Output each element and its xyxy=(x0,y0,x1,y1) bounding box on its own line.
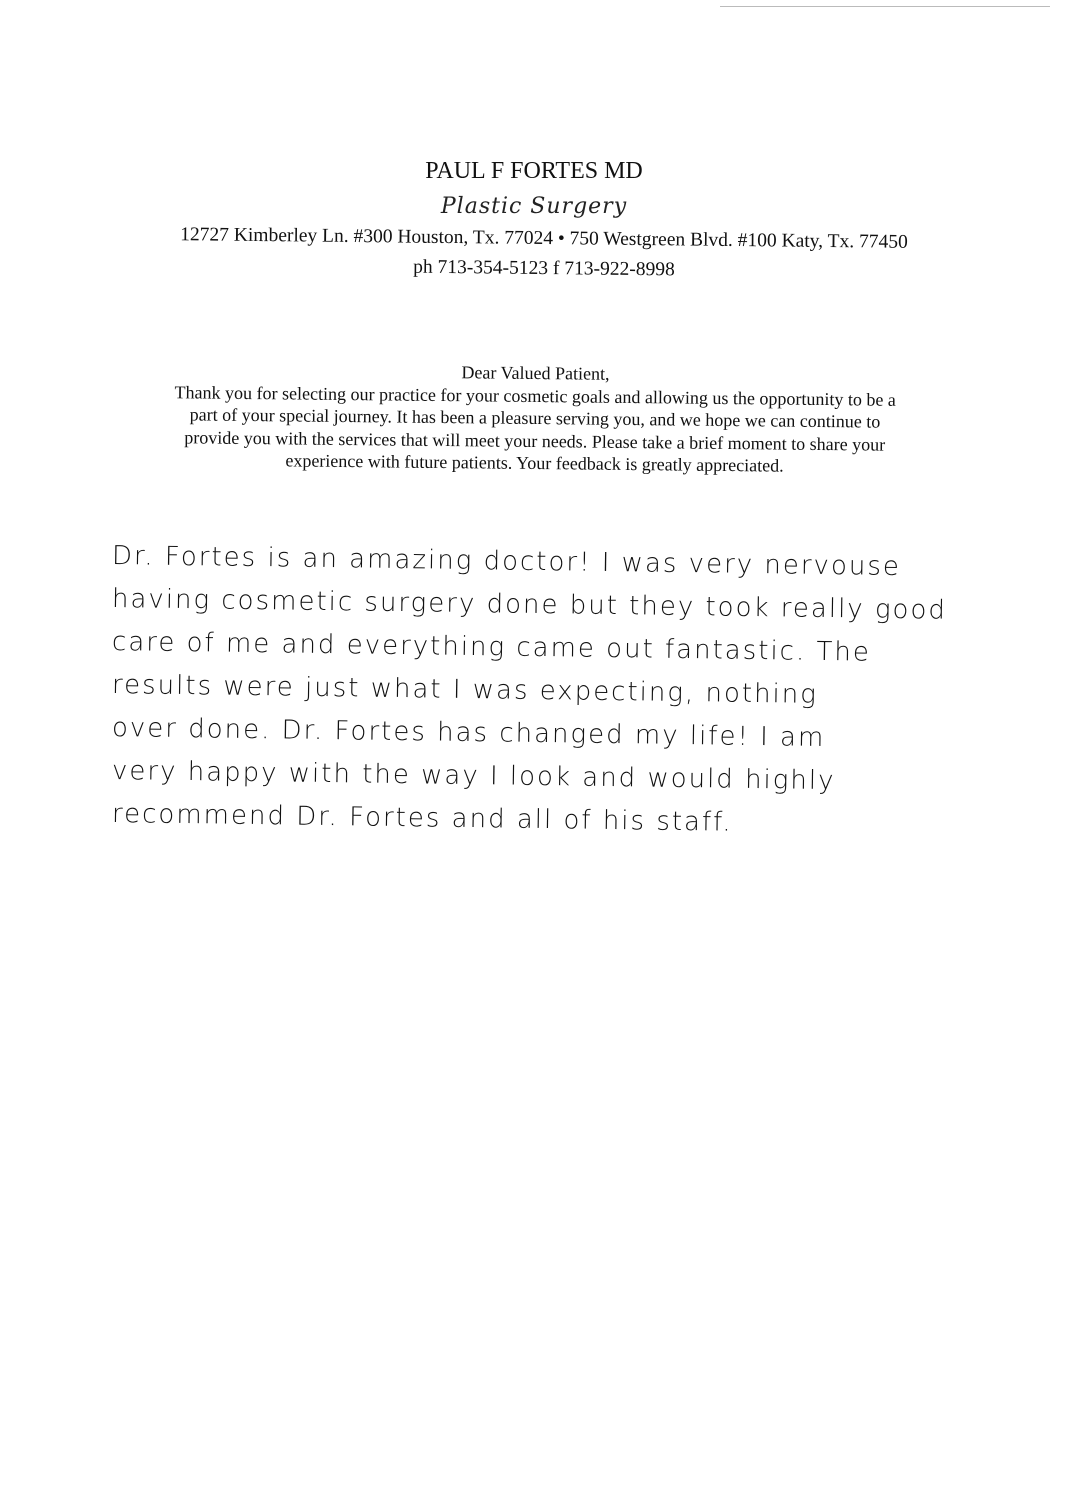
letterhead-address: 12727 Kimberley Ln. #300 Houston, Tx. 77024 • 750 Westgreen Blvd. #100 Katy, Tx. 77450 xyxy=(180,224,908,253)
handwritten-testimonial xyxy=(112,535,972,836)
handwritten-line: Dr. Fortes is an amazing doctor! I was very nervouse xyxy=(111,541,902,583)
handwritten-line: care of me and everything came out fantastic. The xyxy=(111,627,872,668)
letter-line: Thank you for selecting our practice for your cosmetic goals and allowing us the opportunity to be a xyxy=(174,381,896,410)
handwritten-line: results were just what I was expecting, nothing xyxy=(111,670,819,710)
letter-line: provide you with the services that will meet your needs. Please take a brief moment to share your xyxy=(184,426,886,455)
handwritten-line: over done. Dr. Fortes has changed my life! I am xyxy=(111,713,826,753)
letterhead-phone: ph 713-354-5123 f 713-922-8998 xyxy=(413,256,675,281)
handwritten-line: recommend Dr. Fortes and all of his staff. xyxy=(111,799,733,838)
letterhead-name: PAUL F FORTES MD xyxy=(425,158,643,184)
letter-salutation: Dear Valued Patient, xyxy=(461,362,610,384)
letter-line: experience with future patients. Your feedback is greatly appreciated. xyxy=(285,450,784,476)
handwritten-line: having cosmetic surgery done but they took really good xyxy=(111,584,948,626)
letter-line: part of your special journey. It has been a pleasure serving you, and we hope we can continue to xyxy=(189,404,881,432)
letter-body xyxy=(104,358,965,479)
letterhead-specialty: Plastic Surgery xyxy=(440,194,628,219)
handwritten-line: very happy with the way I look and would highly xyxy=(111,756,836,797)
scan-edge-line xyxy=(720,6,1050,7)
